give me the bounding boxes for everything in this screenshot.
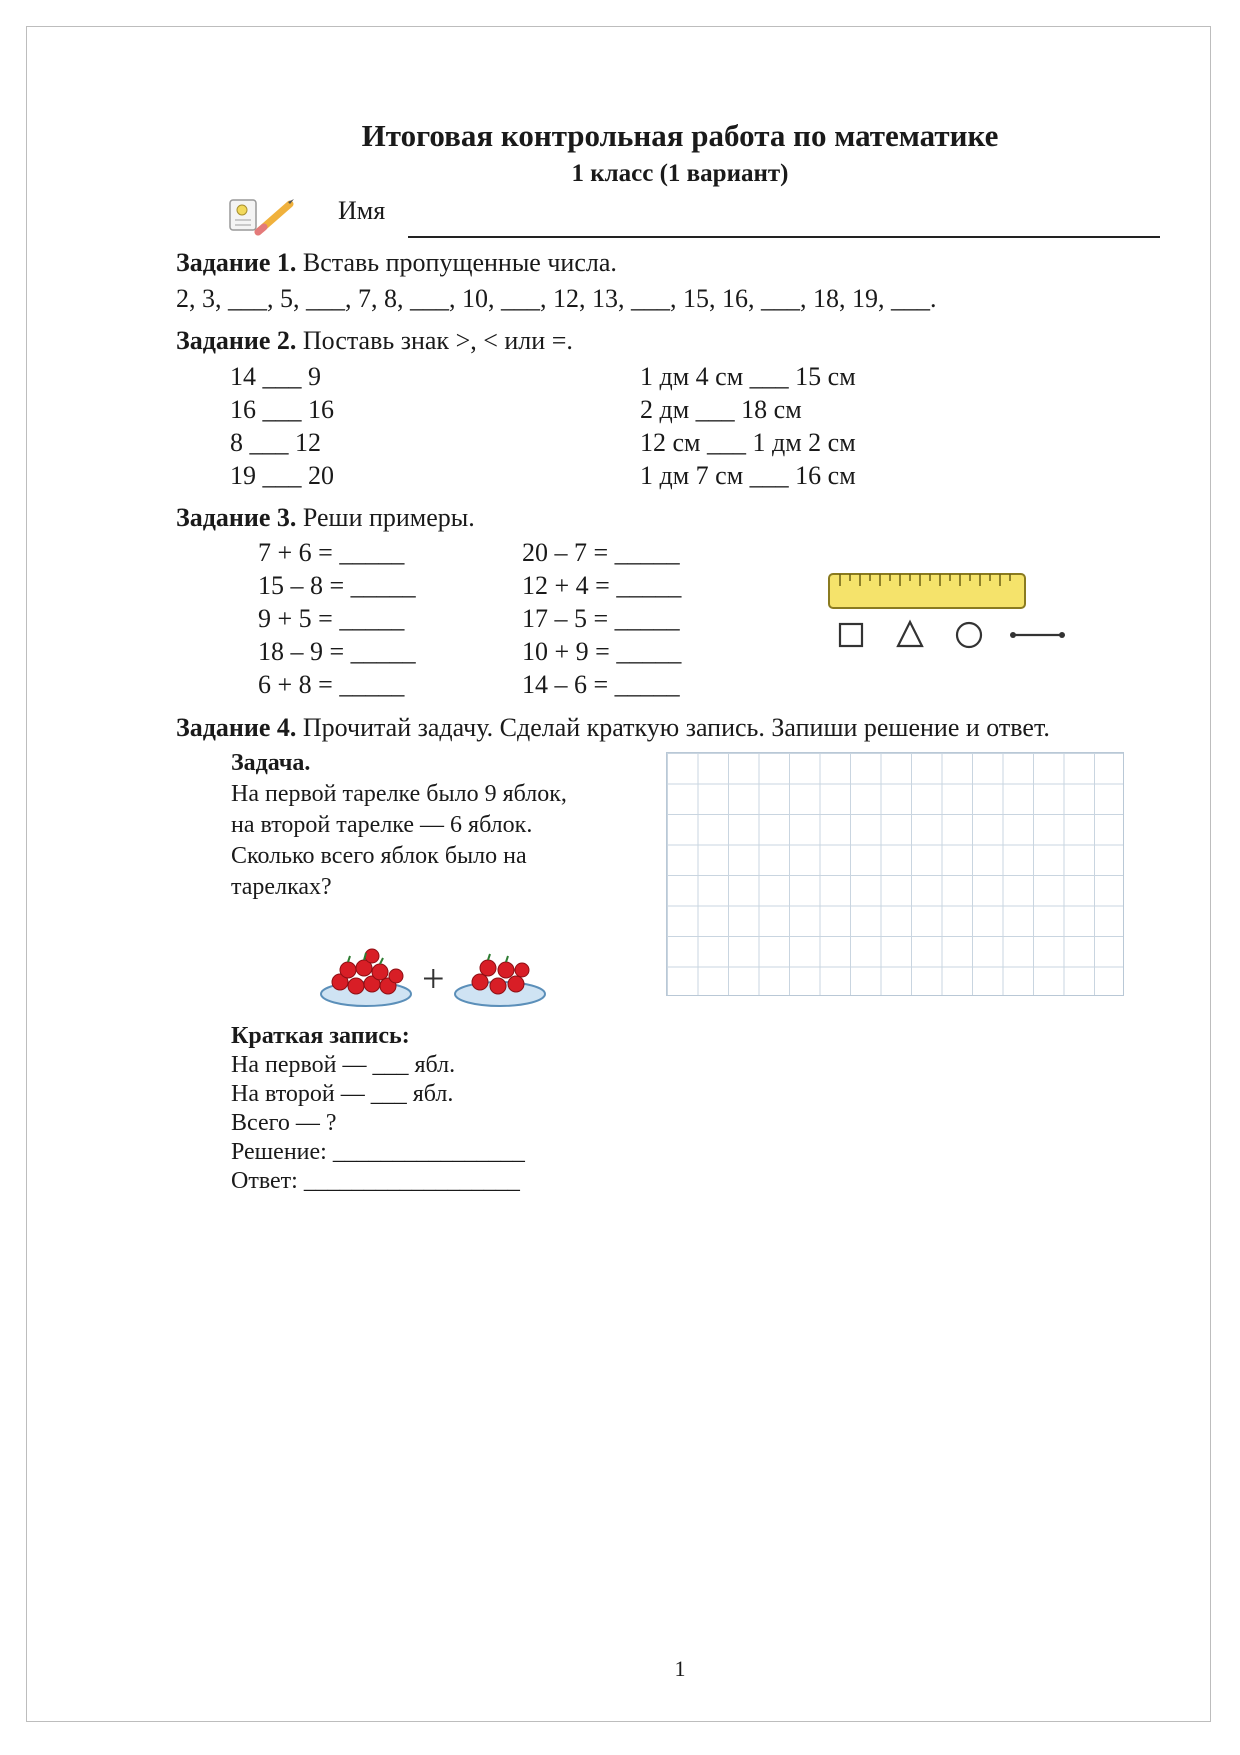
triangle-icon: [898, 622, 922, 646]
task2-instruction: Поставь знак >, < или =.: [296, 326, 573, 355]
segment-icon: [1010, 632, 1065, 638]
answer-line[interactable]: Ответ: __________________: [231, 1168, 520, 1194]
shapes-row: [838, 618, 1068, 659]
task4-instruction: Прочитай задачу. Сделай краткую запись. Запиши решение и ответ.: [296, 713, 1050, 742]
example-left-3[interactable]: 9 + 5 = _____: [258, 604, 405, 633]
summary-line-2[interactable]: На второй — ___ ябл.: [231, 1081, 454, 1107]
problem-title: Задача.: [231, 750, 311, 776]
compare-right-3[interactable]: 12 см ___ 1 дм 2 см: [640, 428, 856, 457]
task1-instruction: Вставь пропущенные числа.: [296, 248, 617, 277]
problem-line-1: На первой тарелке было 9 яблок,: [231, 781, 567, 807]
summary-line-1[interactable]: На первой — ___ ябл.: [231, 1052, 456, 1078]
answer-grid[interactable]: [666, 752, 1124, 996]
compare-right-4[interactable]: 1 дм 7 см ___ 16 см: [640, 461, 856, 490]
apples-plate-icon: [320, 948, 550, 1015]
example-left-1[interactable]: 7 + 6 = _____: [258, 538, 405, 567]
task1-heading: [176, 248, 617, 278]
task3-instruction: Реши примеры.: [296, 503, 475, 532]
task1-sequence[interactable]: 2, 3, ___, 5, ___, 7, 8, ___, 10, ___, 12, 13, ___, 15, 16, ___, 18, 19, ___.: [176, 284, 937, 313]
compare-left-1[interactable]: 14 ___ 9: [230, 362, 321, 391]
problem-line-4: тарелках?: [231, 874, 332, 900]
square-icon: [840, 624, 862, 646]
compare-right-2[interactable]: 2 дм ___ 18 см: [640, 395, 802, 424]
compare-left-4[interactable]: 19 ___ 20: [230, 461, 334, 490]
example-left-4[interactable]: 18 – 9 = _____: [258, 637, 416, 666]
task1-label: Задание 1.: [176, 248, 297, 277]
example-right-3[interactable]: 17 – 5 = _____: [522, 604, 680, 633]
task4-label: Задание 4.: [176, 713, 297, 742]
compare-left-3[interactable]: 8 ___ 12: [230, 428, 321, 457]
page-title: Итоговая контрольная работа по математике: [361, 118, 999, 153]
example-right-2[interactable]: 12 + 4 = _____: [522, 571, 682, 600]
problem-line-3: Сколько всего яблок было на: [231, 843, 527, 869]
problem-line-2: на второй тарелке — 6 яблок.: [231, 812, 533, 838]
circle-icon: [957, 623, 981, 647]
page-number: 1: [674, 1656, 686, 1681]
example-left-5[interactable]: 6 + 8 = _____: [258, 670, 405, 699]
name-input-line[interactable]: [408, 236, 1160, 238]
summary-line-3: Всего — ?: [231, 1110, 337, 1136]
compare-right-1[interactable]: 1 дм 4 см ___ 15 см: [640, 362, 856, 391]
page-subtitle: 1 класс (1 вариант): [571, 160, 789, 187]
compare-left-2[interactable]: 16 ___ 16: [230, 395, 334, 424]
notebook-pencil-icon: [228, 198, 298, 243]
ruler-icon: [828, 573, 1026, 616]
task2-heading: [176, 326, 573, 356]
name-label: Имя: [338, 196, 386, 225]
task2-label: Задание 2.: [176, 326, 297, 355]
example-right-4[interactable]: 10 + 9 = _____: [522, 637, 682, 666]
example-right-1[interactable]: 20 – 7 = _____: [522, 538, 680, 567]
example-right-5[interactable]: 14 – 6 = _____: [522, 670, 680, 699]
plus-sign: +: [422, 956, 445, 1001]
summary-title: Краткая запись:: [231, 1023, 410, 1049]
task3-heading: [176, 503, 475, 533]
solution-line[interactable]: Решение: ________________: [231, 1139, 525, 1165]
example-left-2[interactable]: 15 – 8 = _____: [258, 571, 416, 600]
task4-heading: [176, 713, 1050, 743]
task3-label: Задание 3.: [176, 503, 297, 532]
